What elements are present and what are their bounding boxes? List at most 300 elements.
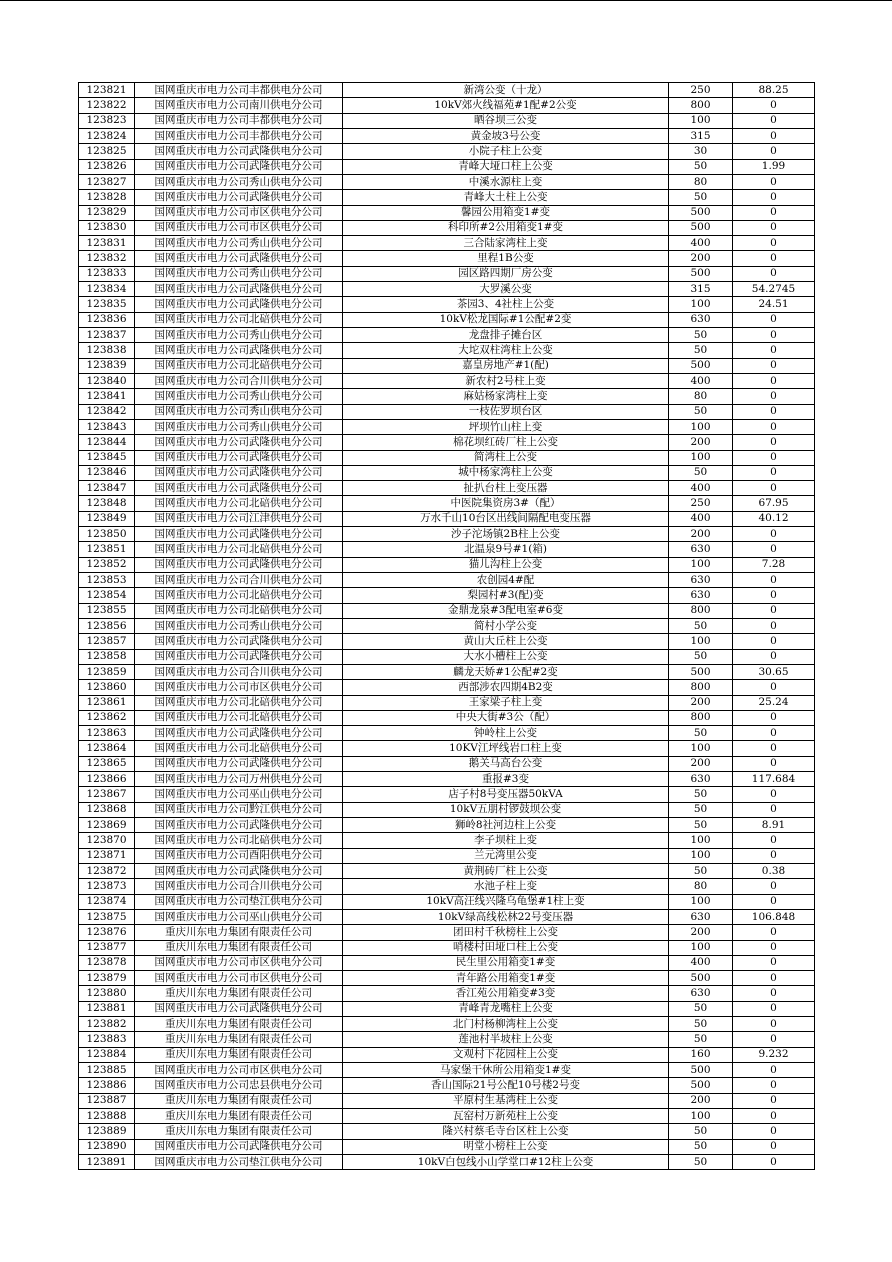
cell-id: 123848 (79, 496, 135, 511)
cell-value: 0 (733, 358, 815, 373)
cell-transformer-name: 中医院集资房3#（配） (343, 496, 669, 511)
cell-id: 123839 (79, 358, 135, 373)
cell-id: 123850 (79, 527, 135, 542)
table-row (79, 220, 815, 235)
cell-capacity: 50 (669, 818, 733, 833)
cell-company: 国网重庆市电力公司垫江供电分公司 (135, 894, 343, 909)
cell-company: 重庆川东电力集团有限责任公司 (135, 925, 343, 940)
cell-capacity: 100 (669, 1108, 733, 1123)
table-row (79, 833, 815, 848)
cell-transformer-name: 小院子柱上公变 (343, 144, 669, 159)
cell-value: 0 (733, 741, 815, 756)
cell-capacity: 80 (669, 879, 733, 894)
table-row (79, 649, 815, 664)
cell-value: 0 (733, 787, 815, 802)
cell-capacity: 630 (669, 573, 733, 588)
cell-id: 123888 (79, 1108, 135, 1123)
cell-id: 123870 (79, 833, 135, 848)
cell-id: 123867 (79, 787, 135, 802)
cell-transformer-name: 新湾公变（十龙） (343, 83, 669, 98)
cell-company: 国网重庆市电力公司武隆供电分公司 (135, 159, 343, 174)
cell-capacity: 630 (669, 909, 733, 924)
cell-company: 国网重庆市电力公司市区供电分公司 (135, 205, 343, 220)
cell-company: 国网重庆市电力公司北碚供电分公司 (135, 588, 343, 603)
cell-id: 123860 (79, 680, 135, 695)
cell-id: 123821 (79, 83, 135, 98)
cell-company: 国网重庆市电力公司北碚供电分公司 (135, 496, 343, 511)
cell-company: 国网重庆市电力公司市区供电分公司 (135, 971, 343, 986)
cell-company: 国网重庆市电力公司武隆供电分公司 (135, 465, 343, 480)
cell-transformer-name: 西部涉农四期4B2变 (343, 680, 669, 695)
cell-id: 123843 (79, 419, 135, 434)
cell-value: 0 (733, 481, 815, 496)
top-border-line (0, 0, 892, 1)
cell-id: 123844 (79, 435, 135, 450)
cell-capacity: 200 (669, 925, 733, 940)
cell-transformer-name: 沙子沱场镇2B柱上公变 (343, 527, 669, 542)
cell-transformer-name: 青峰大垭口柱上公变 (343, 159, 669, 174)
cell-capacity: 50 (669, 1001, 733, 1016)
cell-transformer-name: 民生里公用箱变1#变 (343, 955, 669, 970)
cell-id: 123851 (79, 542, 135, 557)
cell-company: 国网重庆市电力公司万州供电分公司 (135, 772, 343, 787)
cell-id: 123886 (79, 1078, 135, 1093)
cell-company: 重庆川东电力集团有限责任公司 (135, 1032, 343, 1047)
cell-transformer-name: 三合陆家湾柱上变 (343, 236, 669, 251)
table-row (79, 450, 815, 465)
cell-id: 123827 (79, 174, 135, 189)
cell-capacity: 50 (669, 863, 733, 878)
table-row (79, 802, 815, 817)
cell-id: 123890 (79, 1139, 135, 1154)
cell-company: 国网重庆市电力公司武隆供电分公司 (135, 818, 343, 833)
cell-transformer-name: 新农村2号柱上变 (343, 373, 669, 388)
cell-transformer-name: 馨园公用箱变1#变 (343, 205, 669, 220)
table-row (79, 282, 815, 297)
cell-company: 国网重庆市电力公司市区供电分公司 (135, 955, 343, 970)
cell-capacity: 80 (669, 174, 733, 189)
table-row (79, 603, 815, 618)
cell-capacity: 50 (669, 802, 733, 817)
cell-company: 重庆川东电力集团有限责任公司 (135, 1017, 343, 1032)
cell-capacity: 400 (669, 481, 733, 496)
cell-value: 0 (733, 113, 815, 128)
cell-id: 123883 (79, 1032, 135, 1047)
table-row (79, 986, 815, 1001)
cell-value: 0 (733, 603, 815, 618)
cell-capacity: 630 (669, 986, 733, 1001)
cell-company: 国网重庆市电力公司武隆供电分公司 (135, 726, 343, 741)
table-row (79, 557, 815, 572)
table-row (79, 756, 815, 771)
table-row (79, 1078, 815, 1093)
cell-transformer-name: 坪坝竹山柱上变 (343, 419, 669, 434)
cell-transformer-name: 棉花坝红砖厂柱上公变 (343, 435, 669, 450)
cell-company: 国网重庆市电力公司北碚供电分公司 (135, 603, 343, 618)
cell-value: 0 (733, 236, 815, 251)
cell-company: 国网重庆市电力公司酉阳供电分公司 (135, 848, 343, 863)
table-row (79, 726, 815, 741)
table-row (79, 680, 815, 695)
cell-id: 123836 (79, 312, 135, 327)
cell-transformer-name: 黄荆砖厂柱上公变 (343, 863, 669, 878)
cell-transformer-name: 城中杨家湾柱上公变 (343, 465, 669, 480)
cell-company: 国网重庆市电力公司南川供电分公司 (135, 98, 343, 113)
table-row (79, 971, 815, 986)
cell-capacity: 50 (669, 649, 733, 664)
cell-transformer-name: 简村小学公变 (343, 618, 669, 633)
cell-transformer-name: 晒谷坝三公变 (343, 113, 669, 128)
cell-value: 0 (733, 1124, 815, 1139)
table-row (79, 925, 815, 940)
cell-company: 重庆川东电力集团有限责任公司 (135, 1108, 343, 1123)
cell-value: 0 (733, 833, 815, 848)
cell-transformer-name: 瓦窑村万新苑柱上公变 (343, 1108, 669, 1123)
cell-capacity: 500 (669, 358, 733, 373)
cell-capacity: 500 (669, 971, 733, 986)
cell-value: 0 (733, 848, 815, 863)
cell-transformer-name: 10KV江坪线岩口柱上变 (343, 741, 669, 756)
cell-value: 1.99 (733, 159, 815, 174)
table-row (79, 511, 815, 526)
cell-capacity: 50 (669, 1139, 733, 1154)
cell-id: 123849 (79, 511, 135, 526)
cell-company: 国网重庆市电力公司武隆供电分公司 (135, 527, 343, 542)
cell-company: 国网重庆市电力公司合川供电分公司 (135, 573, 343, 588)
cell-value: 0 (733, 649, 815, 664)
cell-transformer-name: 马家堡干休所公用箱变1#变 (343, 1063, 669, 1078)
cell-id: 123875 (79, 909, 135, 924)
cell-transformer-name: 中央大街#3公（配） (343, 710, 669, 725)
cell-capacity: 100 (669, 297, 733, 312)
table-body (79, 83, 815, 1170)
cell-id: 123852 (79, 557, 135, 572)
cell-capacity: 50 (669, 159, 733, 174)
cell-id: 123853 (79, 573, 135, 588)
cell-value: 0 (733, 1154, 815, 1169)
cell-company: 国网重庆市电力公司武隆供电分公司 (135, 649, 343, 664)
cell-capacity: 100 (669, 741, 733, 756)
cell-company: 国网重庆市电力公司北碚供电分公司 (135, 312, 343, 327)
cell-value: 106.848 (733, 909, 815, 924)
cell-value: 25.24 (733, 695, 815, 710)
cell-company: 国网重庆市电力公司武隆供电分公司 (135, 756, 343, 771)
table-row (79, 465, 815, 480)
cell-id: 123828 (79, 190, 135, 205)
cell-company: 国网重庆市电力公司秀山供电分公司 (135, 404, 343, 419)
cell-transformer-name: 黄山大丘柱上公变 (343, 634, 669, 649)
cell-capacity: 100 (669, 848, 733, 863)
cell-id: 123838 (79, 343, 135, 358)
cell-transformer-name: 大罗溪公变 (343, 282, 669, 297)
cell-id: 123871 (79, 848, 135, 863)
table-row (79, 894, 815, 909)
cell-company: 国网重庆市电力公司武隆供电分公司 (135, 297, 343, 312)
cell-id: 123833 (79, 266, 135, 281)
cell-capacity: 630 (669, 772, 733, 787)
cell-id: 123830 (79, 220, 135, 235)
cell-company: 国网重庆市电力公司丰都供电分公司 (135, 113, 343, 128)
table-row (79, 358, 815, 373)
cell-id: 123869 (79, 818, 135, 833)
cell-company: 国网重庆市电力公司北碚供电分公司 (135, 710, 343, 725)
cell-company: 国网重庆市电力公司丰都供电分公司 (135, 83, 343, 98)
cell-capacity: 100 (669, 634, 733, 649)
cell-id: 123831 (79, 236, 135, 251)
cell-transformer-name: 明堂小榜柱上公变 (343, 1139, 669, 1154)
cell-capacity: 315 (669, 128, 733, 143)
cell-transformer-name: 梨园村#3(配)变 (343, 588, 669, 603)
cell-id: 123889 (79, 1124, 135, 1139)
cell-id: 123861 (79, 695, 135, 710)
cell-id: 123881 (79, 1001, 135, 1016)
cell-value: 7.28 (733, 557, 815, 572)
cell-transformer-name: 兰元湾里公变 (343, 848, 669, 863)
table-row (79, 1047, 815, 1062)
table-row (79, 435, 815, 450)
cell-value: 0 (733, 955, 815, 970)
table-row (79, 527, 815, 542)
cell-transformer-name: 大水小槽柱上公变 (343, 649, 669, 664)
cell-capacity: 80 (669, 389, 733, 404)
cell-company: 国网重庆市电力公司武隆供电分公司 (135, 343, 343, 358)
table-row (79, 113, 815, 128)
table-row (79, 940, 815, 955)
cell-value: 0 (733, 251, 815, 266)
cell-value: 0 (733, 1032, 815, 1047)
cell-value: 0 (733, 174, 815, 189)
cell-id: 123868 (79, 802, 135, 817)
table-row (79, 818, 815, 833)
cell-value: 0 (733, 128, 815, 143)
cell-company: 国网重庆市电力公司北碚供电分公司 (135, 695, 343, 710)
table-row (79, 297, 815, 312)
cell-id: 123885 (79, 1063, 135, 1078)
cell-capacity: 100 (669, 940, 733, 955)
cell-value: 0 (733, 450, 815, 465)
cell-capacity: 400 (669, 511, 733, 526)
cell-company: 国网重庆市电力公司合川供电分公司 (135, 879, 343, 894)
cell-id: 123857 (79, 634, 135, 649)
table-row (79, 205, 815, 220)
cell-value: 0 (733, 1063, 815, 1078)
cell-company: 国网重庆市电力公司武隆供电分公司 (135, 557, 343, 572)
cell-id: 123878 (79, 955, 135, 970)
cell-transformer-name: 黄金坡3号公变 (343, 128, 669, 143)
table-row (79, 772, 815, 787)
table-row (79, 573, 815, 588)
cell-transformer-name: 莲池村半坡柱上公变 (343, 1032, 669, 1047)
cell-id: 123887 (79, 1093, 135, 1108)
cell-company: 国网重庆市电力公司武隆供电分公司 (135, 450, 343, 465)
cell-capacity: 50 (669, 1124, 733, 1139)
cell-transformer-name: 麟龙天娇#1公配#2变 (343, 664, 669, 679)
cell-capacity: 315 (669, 282, 733, 297)
cell-company: 国网重庆市电力公司秀山供电分公司 (135, 236, 343, 251)
cell-transformer-name: 香江苑公用箱变#3变 (343, 986, 669, 1001)
cell-capacity: 400 (669, 373, 733, 388)
cell-capacity: 200 (669, 1093, 733, 1108)
cell-id: 123855 (79, 603, 135, 618)
cell-company: 重庆川东电力集团有限责任公司 (135, 986, 343, 1001)
table-row (79, 251, 815, 266)
cell-value: 0 (733, 328, 815, 343)
table-row (79, 695, 815, 710)
cell-company: 国网重庆市电力公司市区供电分公司 (135, 220, 343, 235)
cell-transformer-name: 平原村生基湾柱上公变 (343, 1093, 669, 1108)
cell-transformer-name: 10kV绿高线松林22号变压器 (343, 909, 669, 924)
cell-capacity: 100 (669, 419, 733, 434)
cell-id: 123863 (79, 726, 135, 741)
cell-capacity: 500 (669, 1063, 733, 1078)
cell-company: 国网重庆市电力公司丰都供电分公司 (135, 128, 343, 143)
cell-value: 0 (733, 879, 815, 894)
cell-value: 0 (733, 618, 815, 633)
cell-company: 国网重庆市电力公司秀山供电分公司 (135, 419, 343, 434)
cell-company: 国网重庆市电力公司北碚供电分公司 (135, 833, 343, 848)
cell-value: 0 (733, 573, 815, 588)
cell-transformer-name: 隆兴村蔡毛寺台区柱上公变 (343, 1124, 669, 1139)
table-row (79, 1139, 815, 1154)
cell-capacity: 50 (669, 618, 733, 633)
cell-value: 0 (733, 756, 815, 771)
cell-capacity: 100 (669, 113, 733, 128)
cell-id: 123859 (79, 664, 135, 679)
cell-transformer-name: 茶园3、4社柱上公变 (343, 297, 669, 312)
cell-id: 123842 (79, 404, 135, 419)
cell-transformer-name: 大坨双柱湾柱上公变 (343, 343, 669, 358)
cell-transformer-name: 10kV松龙国际#1公配#2变 (343, 312, 669, 327)
cell-value: 0 (733, 465, 815, 480)
table-row (79, 98, 815, 113)
cell-company: 国网重庆市电力公司武隆供电分公司 (135, 435, 343, 450)
cell-transformer-name: 10kV高汪线兴隆乌龟堡#1柱上变 (343, 894, 669, 909)
cell-value: 0 (733, 404, 815, 419)
cell-value: 0 (733, 1001, 815, 1016)
cell-value: 0 (733, 588, 815, 603)
cell-value: 0 (733, 373, 815, 388)
table-row (79, 1093, 815, 1108)
cell-id: 123864 (79, 741, 135, 756)
cell-company: 国网重庆市电力公司武隆供电分公司 (135, 190, 343, 205)
cell-value: 0 (733, 419, 815, 434)
cell-company: 国网重庆市电力公司巫山供电分公司 (135, 787, 343, 802)
cell-company: 国网重庆市电力公司武隆供电分公司 (135, 481, 343, 496)
cell-capacity: 50 (669, 1017, 733, 1032)
cell-value: 0 (733, 634, 815, 649)
cell-company: 国网重庆市电力公司武隆供电分公司 (135, 1001, 343, 1016)
table-row (79, 1017, 815, 1032)
cell-capacity: 630 (669, 588, 733, 603)
cell-capacity: 50 (669, 343, 733, 358)
table-row (79, 190, 815, 205)
cell-capacity: 400 (669, 236, 733, 251)
cell-value: 0 (733, 1078, 815, 1093)
cell-transformer-name: 文观村下花园柱上公变 (343, 1047, 669, 1062)
cell-transformer-name: 钟岭柱上公变 (343, 726, 669, 741)
cell-company: 国网重庆市电力公司黔江供电分公司 (135, 802, 343, 817)
cell-company: 国网重庆市电力公司秀山供电分公司 (135, 174, 343, 189)
cell-company: 重庆川东电力集团有限责任公司 (135, 940, 343, 955)
cell-transformer-name: 青峰青龙嘴柱上公变 (343, 1001, 669, 1016)
cell-transformer-name: 金鼎龙泉#3配电室#6变 (343, 603, 669, 618)
cell-value: 0 (733, 925, 815, 940)
cell-value: 0 (733, 940, 815, 955)
cell-transformer-name: 水池子柱上变 (343, 879, 669, 894)
cell-capacity: 50 (669, 404, 733, 419)
cell-value: 9.232 (733, 1047, 815, 1062)
cell-transformer-name: 青年路公用箱变1#变 (343, 971, 669, 986)
cell-company: 国网重庆市电力公司武隆供电分公司 (135, 863, 343, 878)
cell-company: 重庆川东电力集团有限责任公司 (135, 1124, 343, 1139)
table-row (79, 419, 815, 434)
table-row (79, 848, 815, 863)
table-row (79, 144, 815, 159)
cell-value: 0 (733, 1108, 815, 1123)
cell-id: 123832 (79, 251, 135, 266)
cell-transformer-name: 青峰大土柱上公变 (343, 190, 669, 205)
cell-transformer-name: 重报#3变 (343, 772, 669, 787)
cell-transformer-name: 科印所#2公用箱变1#变 (343, 220, 669, 235)
cell-transformer-name: 鹅关马高台公变 (343, 756, 669, 771)
cell-value: 117.684 (733, 772, 815, 787)
table-row (79, 266, 815, 281)
table-row (79, 174, 815, 189)
table-row (79, 236, 815, 251)
cell-transformer-name: 麻姑杨家湾柱上变 (343, 389, 669, 404)
cell-id: 123847 (79, 481, 135, 496)
cell-company: 国网重庆市电力公司合川供电分公司 (135, 664, 343, 679)
cell-transformer-name: 中溪水源柱上变 (343, 174, 669, 189)
cell-id: 123873 (79, 879, 135, 894)
cell-id: 123876 (79, 925, 135, 940)
cell-transformer-name: 10kV郊火线福苑#1配#2公变 (343, 98, 669, 113)
cell-capacity: 500 (669, 205, 733, 220)
cell-capacity: 50 (669, 1154, 733, 1169)
cell-id: 123877 (79, 940, 135, 955)
data-table (78, 82, 815, 1170)
cell-company: 国网重庆市电力公司秀山供电分公司 (135, 266, 343, 281)
cell-id: 123835 (79, 297, 135, 312)
table-row (79, 404, 815, 419)
cell-capacity: 100 (669, 450, 733, 465)
table-row (79, 618, 815, 633)
cell-value: 40.12 (733, 511, 815, 526)
cell-company: 国网重庆市电力公司巫山供电分公司 (135, 909, 343, 924)
table-row (79, 588, 815, 603)
cell-transformer-name: 猫儿沟柱上公变 (343, 557, 669, 572)
cell-transformer-name: 狮岭8社河边柱上公变 (343, 818, 669, 833)
table-row (79, 909, 815, 924)
cell-value: 0 (733, 1139, 815, 1154)
cell-id: 123879 (79, 971, 135, 986)
cell-id: 123874 (79, 894, 135, 909)
cell-company: 国网重庆市电力公司北碚供电分公司 (135, 358, 343, 373)
cell-value: 0 (733, 527, 815, 542)
table-row (79, 83, 815, 98)
table-row (79, 159, 815, 174)
cell-value: 0 (733, 894, 815, 909)
cell-company: 重庆川东电力集团有限责任公司 (135, 1093, 343, 1108)
table-row (79, 955, 815, 970)
cell-capacity: 500 (669, 664, 733, 679)
cell-transformer-name: 香山国际21号公配10号楼2号变 (343, 1078, 669, 1093)
cell-capacity: 200 (669, 695, 733, 710)
cell-value: 0 (733, 98, 815, 113)
cell-capacity: 250 (669, 496, 733, 511)
cell-value: 24.51 (733, 297, 815, 312)
cell-value: 0 (733, 220, 815, 235)
